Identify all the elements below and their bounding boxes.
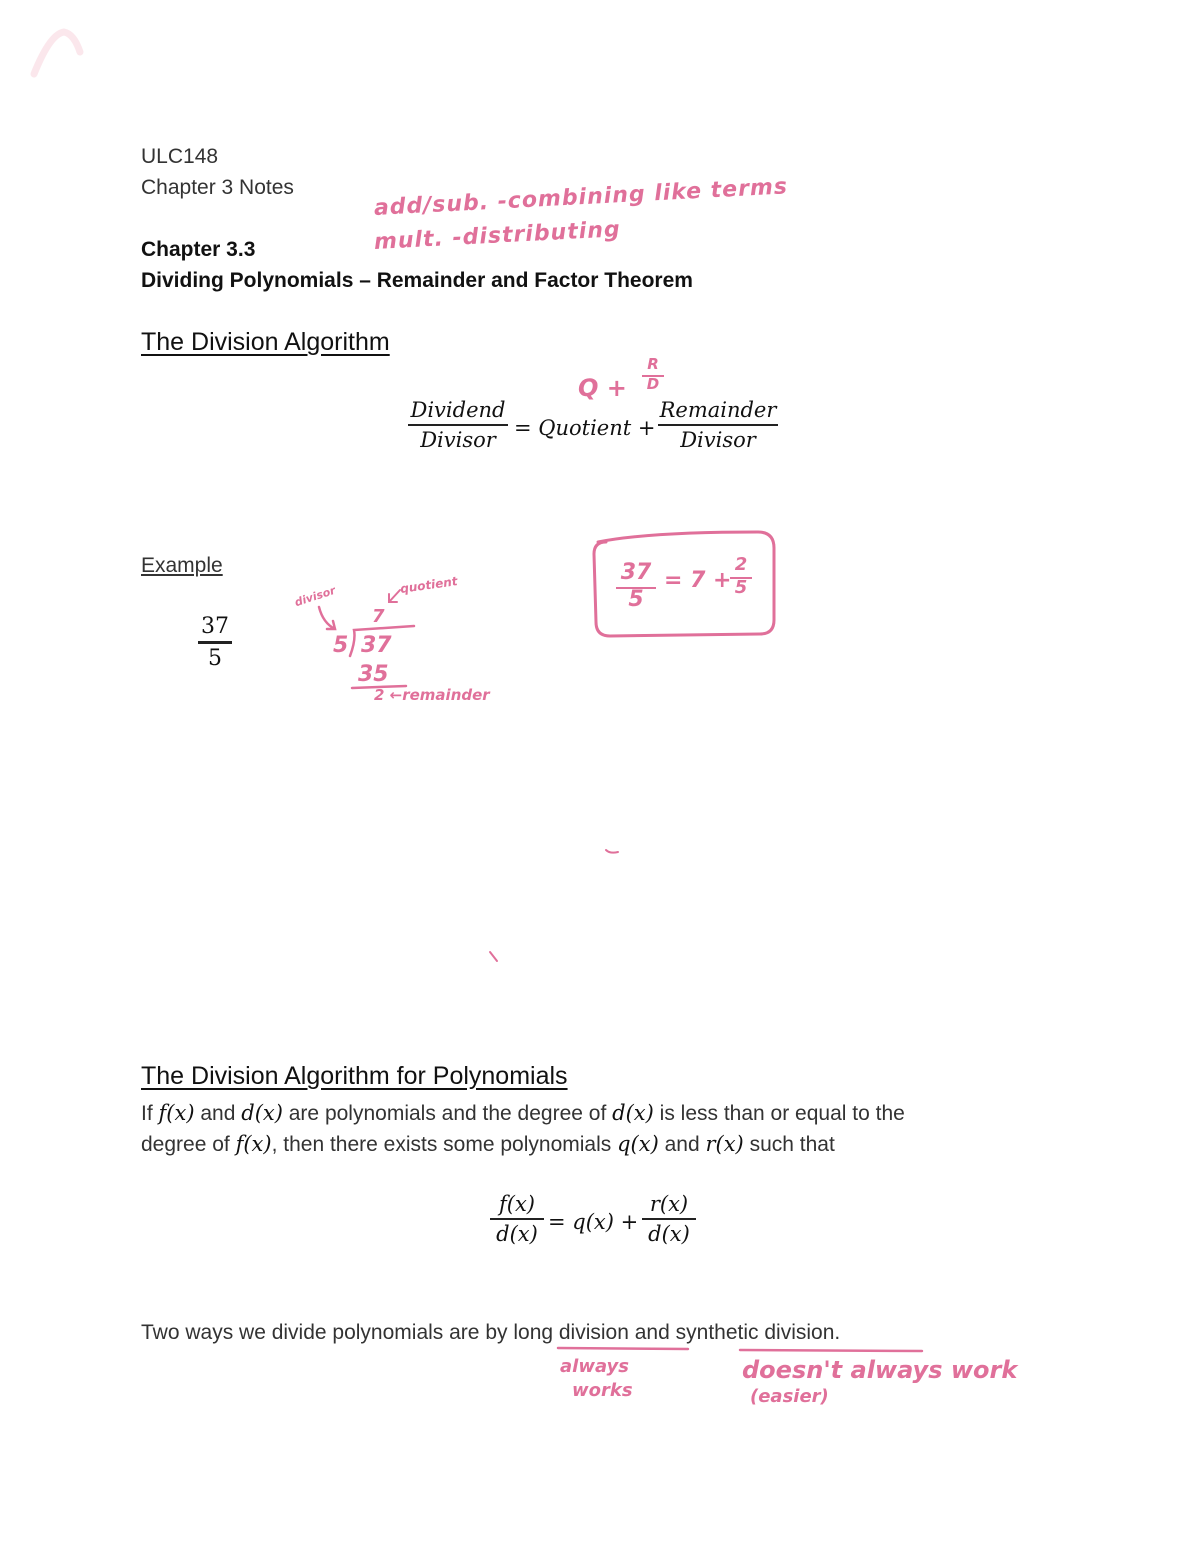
remainder-label: Remainder [659,398,777,422]
annotation-doesnt-always-work: doesn't always work [742,1356,1018,1384]
synthetic-division-underline [738,1347,928,1355]
notes-title: Chapter 3 Notes [141,176,294,199]
example-fraction [198,614,232,671]
boxed-fraction [616,560,656,612]
corner-mark-icon [30,28,90,78]
long-division-underline [556,1345,692,1353]
division-algorithm-heading: The Division Algorithm [141,328,390,356]
text-span: and [628,1321,676,1344]
math-d-of-x: d(x) [612,1101,654,1125]
stray-mark-2 [488,950,500,964]
r-of-x: r(x) [649,1192,689,1216]
arrow-to-quotient-icon [386,588,406,608]
text-span: are polynomials and the degree of [282,1102,613,1125]
boxed-numerator: 37 [620,560,652,585]
long-division-term: long division [513,1321,629,1344]
annotation-divisor: divisor [293,583,338,610]
text-span: such that [743,1133,835,1156]
math-d-of-x: d(x) [241,1101,283,1125]
remainder-over-divisor [658,398,778,452]
annotation-r-over-d [642,355,664,393]
math-r-of-x: r(x) [705,1132,744,1156]
text-span: and [658,1133,706,1156]
d-of-x: d(x) [496,1222,538,1246]
annotation-d: D [646,375,660,393]
f-of-x: f(x) [498,1192,535,1216]
annotation-add-sub: add/sub. -combining like terms [373,174,789,221]
boxed-remainder-num: 2 [734,554,748,575]
polynomial-statement-line-1 [141,1098,905,1129]
text-span: If [141,1102,159,1125]
math-f-of-x: f(x) [235,1132,272,1156]
polynomial-algorithm-heading: The Division Algorithm for Polynomials [141,1062,568,1090]
boxed-remainder-fraction [730,554,752,598]
section-title: Dividing Polynomials – Remainder and Factor Theorem [141,269,693,292]
hw-divisor-digit: 5 [333,633,349,658]
divisor-label: Divisor [420,428,496,452]
annotation-works: works [572,1380,633,1401]
two-ways-sentence [141,1317,840,1348]
annotation-quotient: quotient [399,574,459,596]
dividend-label: Dividend [410,398,506,422]
text-span: , then there exists some polynomials [271,1133,618,1156]
math-q-of-x: q(x) [617,1132,659,1156]
text-span: . [834,1321,841,1344]
math-f-of-x: f(x) [158,1101,195,1125]
stray-mark-1 [604,848,620,856]
dividend-over-divisor [408,398,508,452]
divisor-label-2: Divisor [680,428,756,452]
annotation-easier: (easier) [750,1386,829,1407]
f-over-d-fraction [490,1192,544,1246]
equals-quotient: = Quotient + [514,416,656,440]
text-span: degree of [141,1133,236,1156]
equals-q-of-x: = q(x) + [548,1210,639,1234]
synthetic-division-term: synthetic division [675,1321,835,1344]
boxed-denominator: 5 [628,587,644,612]
example-numerator: 37 [201,614,229,639]
annotation-always: always [560,1356,629,1377]
annotation-r: R [647,355,659,373]
boxed-remainder-den: 5 [734,577,748,598]
text-span: is less than or equal to the [653,1102,905,1125]
hw-quotient-digit: 7 [372,606,385,627]
hw-product: 35 [358,662,389,687]
course-code: ULC148 [141,145,219,168]
d-of-x-2: d(x) [648,1222,690,1246]
r-over-d-fraction [642,1192,696,1246]
hw-dividend: 37 [361,633,392,658]
annotation-mult: mult. -distributing [373,217,622,255]
text-span: Two ways we divide polynomials are by [141,1321,514,1344]
text-span: and [194,1102,242,1125]
annotation-remainder: 2 ←remainder [374,686,490,704]
annotation-q-plus: Q + [578,374,627,402]
polynomial-statement-line-2 [141,1129,835,1160]
arrow-to-divisor-icon [315,605,345,635]
chapter-number: Chapter 3.3 [141,238,256,261]
example-denominator: 5 [208,646,222,671]
boxed-equals: = 7 + [664,568,732,593]
example-label: Example [141,554,223,577]
